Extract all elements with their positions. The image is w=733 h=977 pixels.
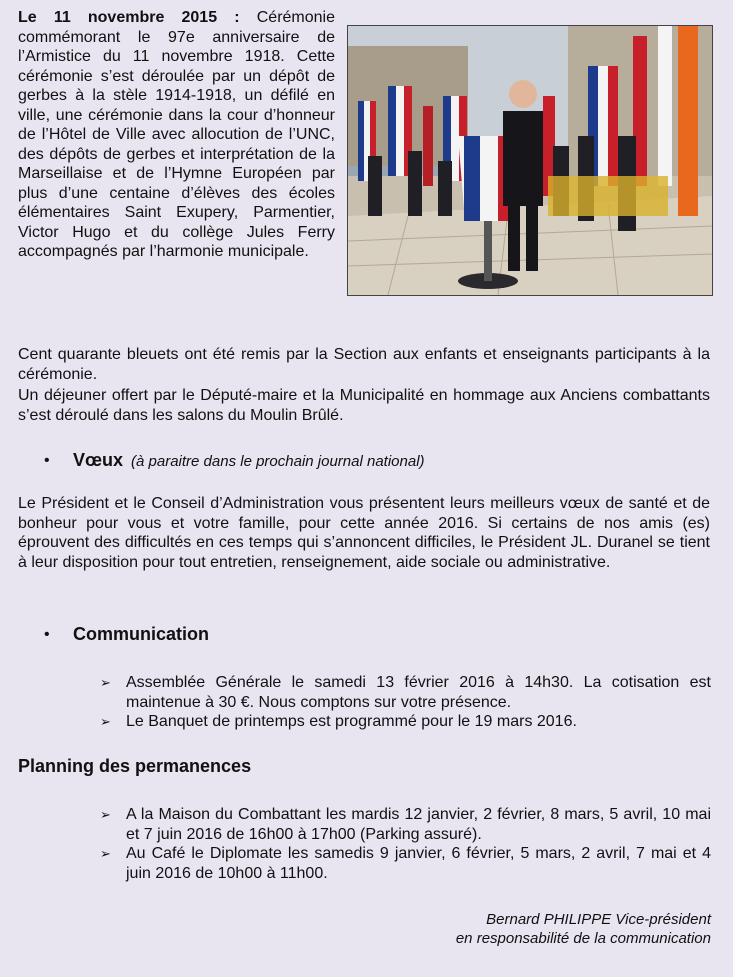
- list-item: [100, 844, 711, 883]
- list-item: [100, 712, 711, 732]
- signature: [456, 910, 711, 948]
- list-item: [100, 673, 711, 712]
- voeux-note: (à paraitre dans le prochain journal national): [131, 453, 425, 470]
- bullet-dot: •: [44, 452, 50, 469]
- list-item: [100, 805, 711, 844]
- communication-item-text: Assemblée Générale le samedi 13 février 2016 à 14h30. La cotisation est maintenue à 30 €. Nous comptons sur votre présence.: [126, 674, 711, 711]
- bullet-dot: •: [44, 626, 50, 643]
- ceremony-photo-image: [348, 26, 712, 295]
- ceremony-photo: [347, 25, 713, 296]
- bleuets-paragraph: Cent quarante bleuets ont été remis par la Section aux enfants et enseignants participants à la cérémonie.: [18, 346, 710, 383]
- communication-title: Communication: [73, 624, 210, 644]
- dejeuner-paragraph: Un déjeuner offert par le Député-maire et la Municipalité en hommage aux Anciens combattants s’est déroulé dans les salons du Moulin Brûlé.: [18, 387, 710, 424]
- communication-item-text: Le Banquet de printemps est programmé pour le 19 mars 2016.: [126, 713, 577, 730]
- voeux-title-row: [73, 451, 425, 472]
- voeux-heading: [44, 451, 704, 475]
- signature-name: Bernard PHILIPPE Vice-président: [486, 911, 711, 928]
- voeux-paragraph: Le Président et le Conseil d’Administration vous présentent leurs meilleurs vœux de santé et de bonheur pour vous et votre famille, pour cette année 2016. Si certains de nos amis (es) éprouvent des difficultés en ces temps qui s’annoncent difficiles, le Président JL. Duranel se tient à leur disposition pour tout entretien, renseignement, aide sociale ou administrative.: [18, 495, 710, 571]
- arrow-bullet-icon: ➢: [100, 807, 111, 822]
- planning-list: [100, 805, 711, 883]
- arrow-bullet-icon: ➢: [100, 675, 111, 690]
- planning-item-text: A la Maison du Combattant les mardis 12 janvier, 2 février, 8 mars, 5 avril, 10 mai et 7 juin 2016 de 16h00 à 17h00 (Parking assuré).: [126, 806, 711, 843]
- planning-item-text: Au Café le Diplomate les samedis 9 janvier, 6 février, 5 mars, 2 avril, 7 mai et 4 juin 2016 de 10h00 à 11h00.: [126, 845, 711, 882]
- ceremony-date: Le 11 novembre 2015 :: [18, 9, 240, 26]
- ceremony-paragraph: [18, 8, 335, 262]
- signature-role: en responsabilité de la communication: [455, 930, 711, 947]
- voeux-title: Vœux: [73, 450, 124, 470]
- arrow-bullet-icon: ➢: [100, 846, 111, 861]
- communication-list: [100, 673, 711, 732]
- planning-title: Planning des permanences: [18, 756, 252, 776]
- communication-heading: [44, 625, 704, 649]
- ceremony-text: Cérémonie commémorant le 97e anniversaire de l’Armistice du 11 novembre 1918. Cette cérémonie s’est déroulée par un dépôt de gerbes à la stèle 1914-1918, un défilé en ville, une cérémonie dans la cour d’honneur de l’Hôtel de Ville avec allocution de l’UNC, des dépôts de gerbes et interprétation de la Marseillaise et de l’Hymne Européen par plus d’une centaine d’élèves des écoles élémentaires Saint Exupery, Parmentier, Victor Hugo et du collège Jules Ferry accompagnés par l’harmonie municipale.: [18, 9, 336, 260]
- arrow-bullet-icon: ➢: [100, 714, 111, 729]
